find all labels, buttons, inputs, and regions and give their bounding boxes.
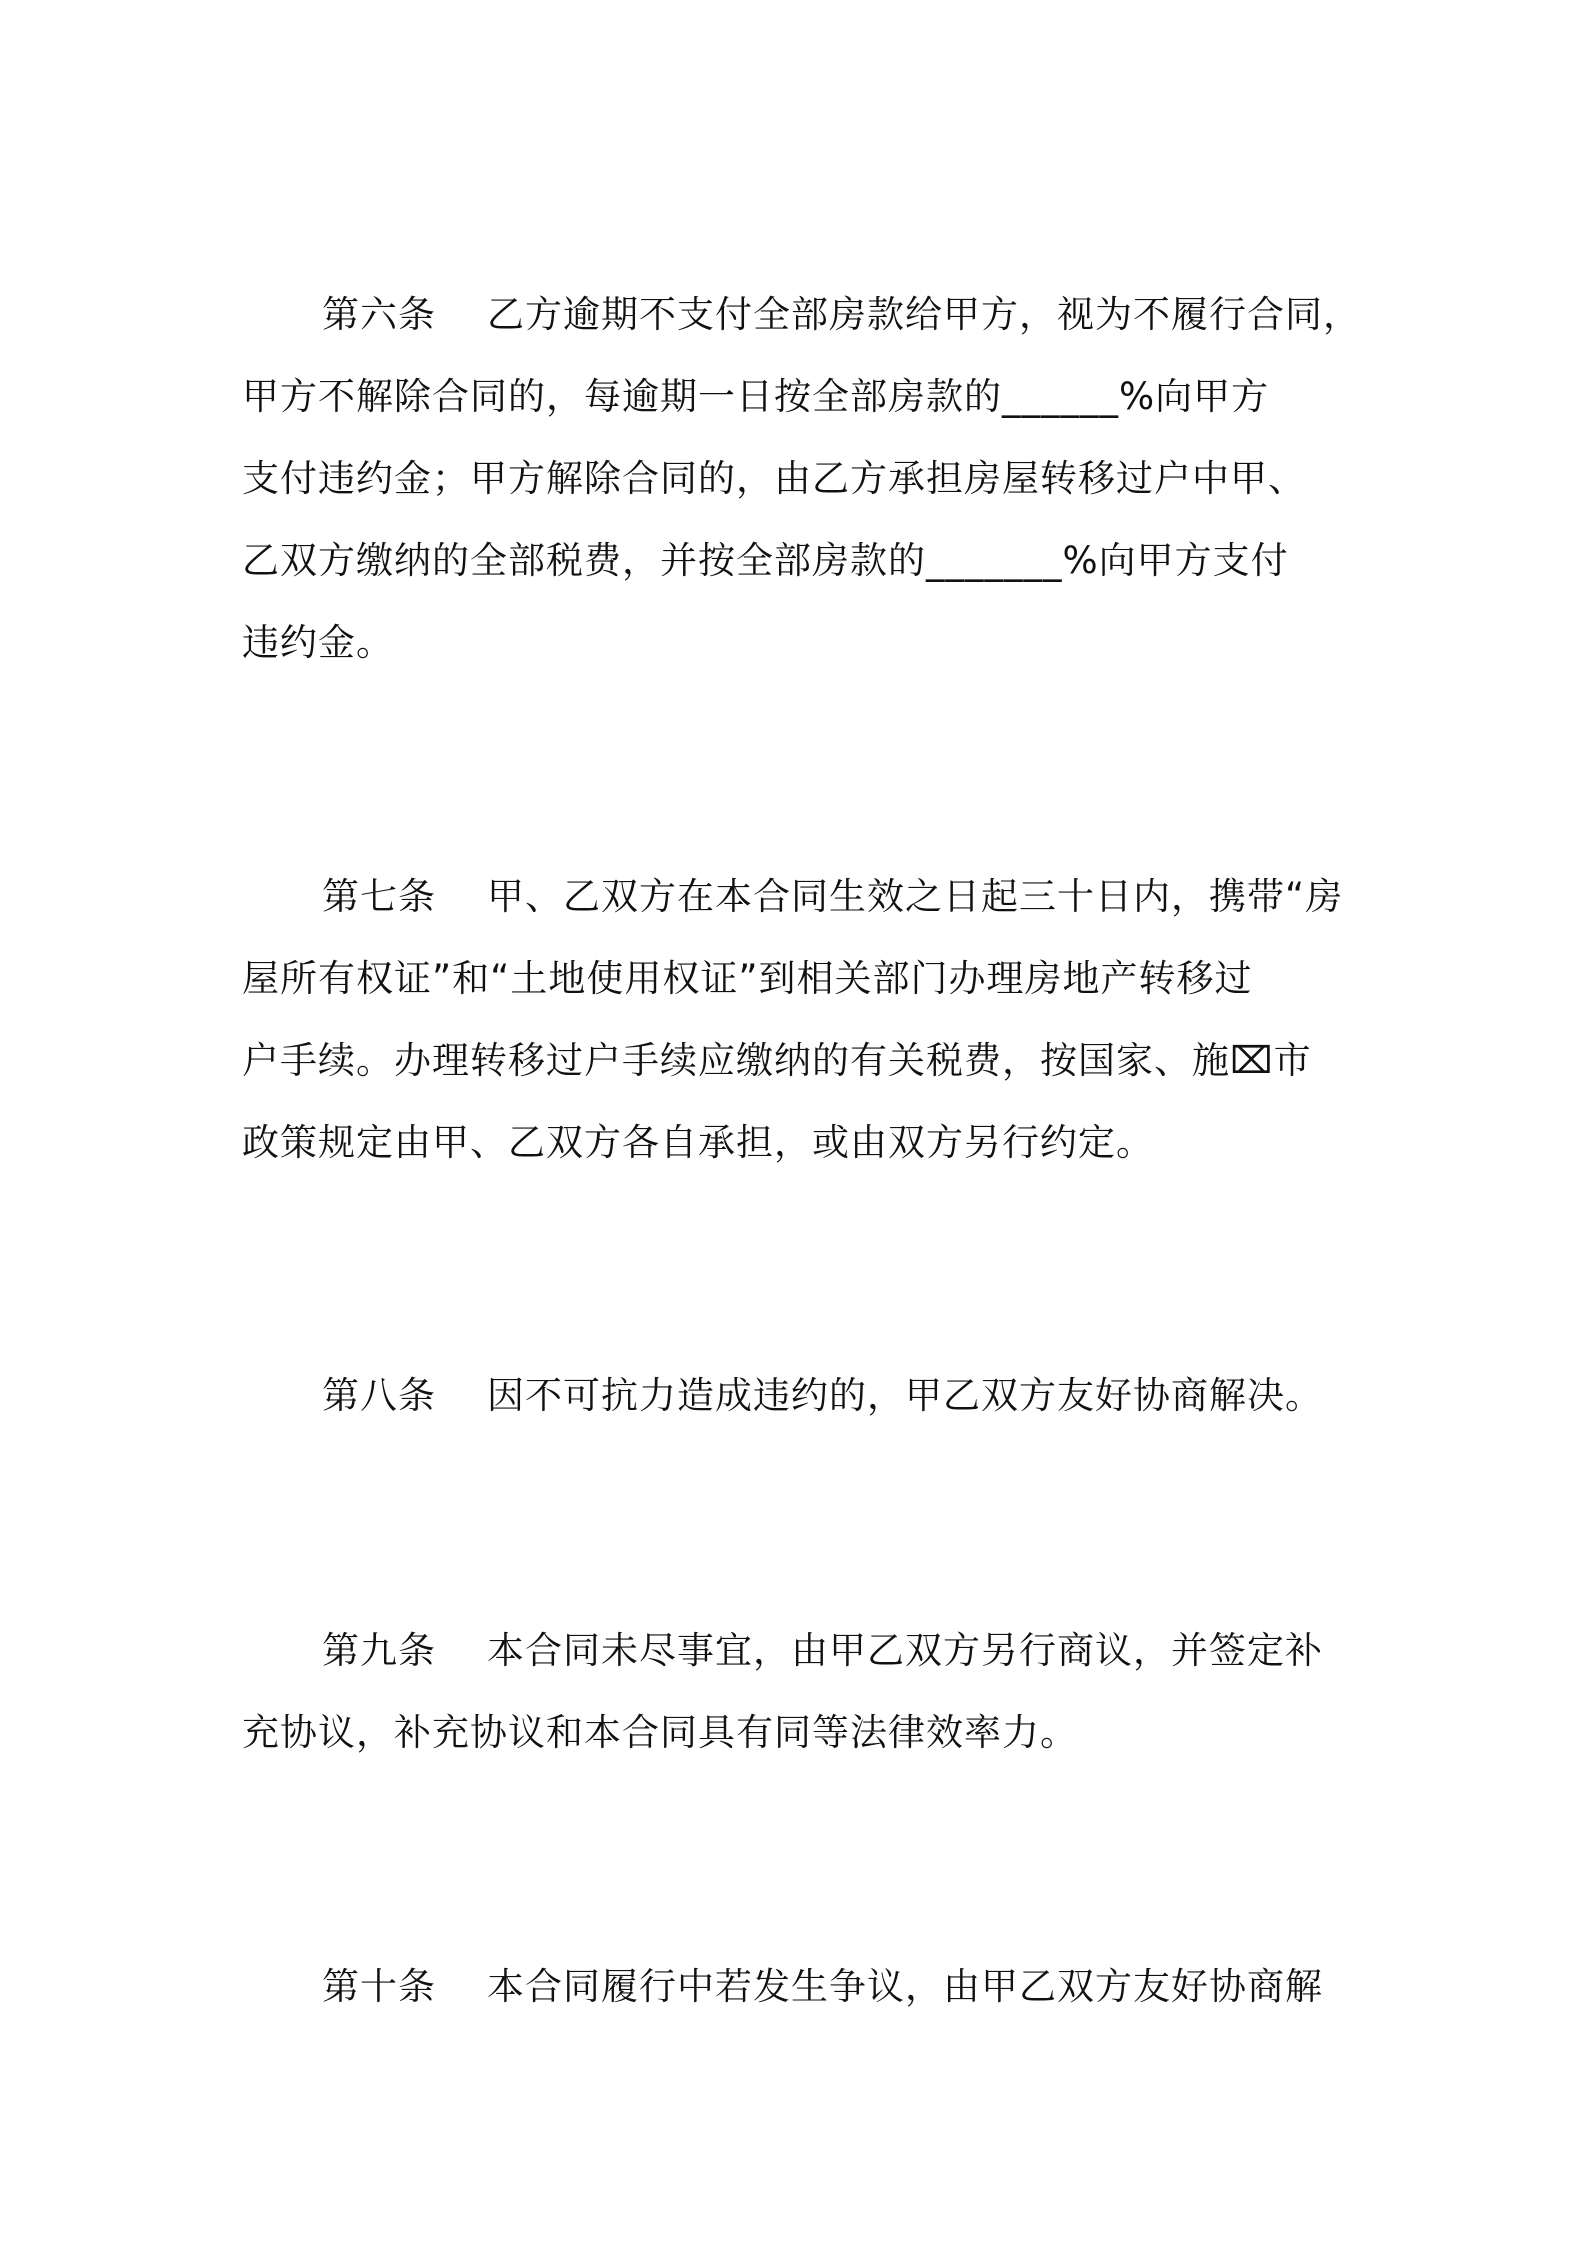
article6-line2: 甲方不解除合同的，每逾期一日按全部房款的______%向甲方: [242, 375, 1270, 418]
article10-line1: 第十条 本合同履行中若发生争议，由甲乙双方友好协商解: [322, 1965, 1324, 2008]
article9-line2: 充协议，补充协议和本合同具有同等法律效率力。: [242, 1711, 1078, 1754]
article7-line1: 第七条 甲、乙双方在本合同生效之日起三十日内，携带“房: [322, 875, 1344, 918]
article9-line1: 第九条 本合同未尽事宜，由甲乙双方另行商议，并签定补: [322, 1629, 1324, 1672]
article6-line3: 支付违约金；甲方解除合同的，由乙方承担房屋转移过户中甲、: [242, 457, 1306, 500]
article7-line2: 屋所有权证”和“土地使用权证”到相关部门办理房地产转移过: [242, 957, 1253, 1000]
article8-line1: 第八条 因不可抗力造成违约的，甲乙双方友好协商解决。: [322, 1374, 1324, 1417]
article7-line3: 户手续。办理转移过户手续应缴纳的有关税费，按国家、施⌧市: [242, 1039, 1312, 1082]
article7-line4: 政策规定由甲、乙双方各自承担，或由双方另行约定。: [242, 1121, 1154, 1164]
article6-line5: 违约金。: [242, 621, 394, 664]
article6-line4: 乙双方缴纳的全部税费，并按全部房款的_______%向甲方支付: [242, 539, 1289, 582]
article6-line1: 第六条 乙方逾期不支付全部房款给甲方，视为不履行合同，: [322, 293, 1362, 336]
